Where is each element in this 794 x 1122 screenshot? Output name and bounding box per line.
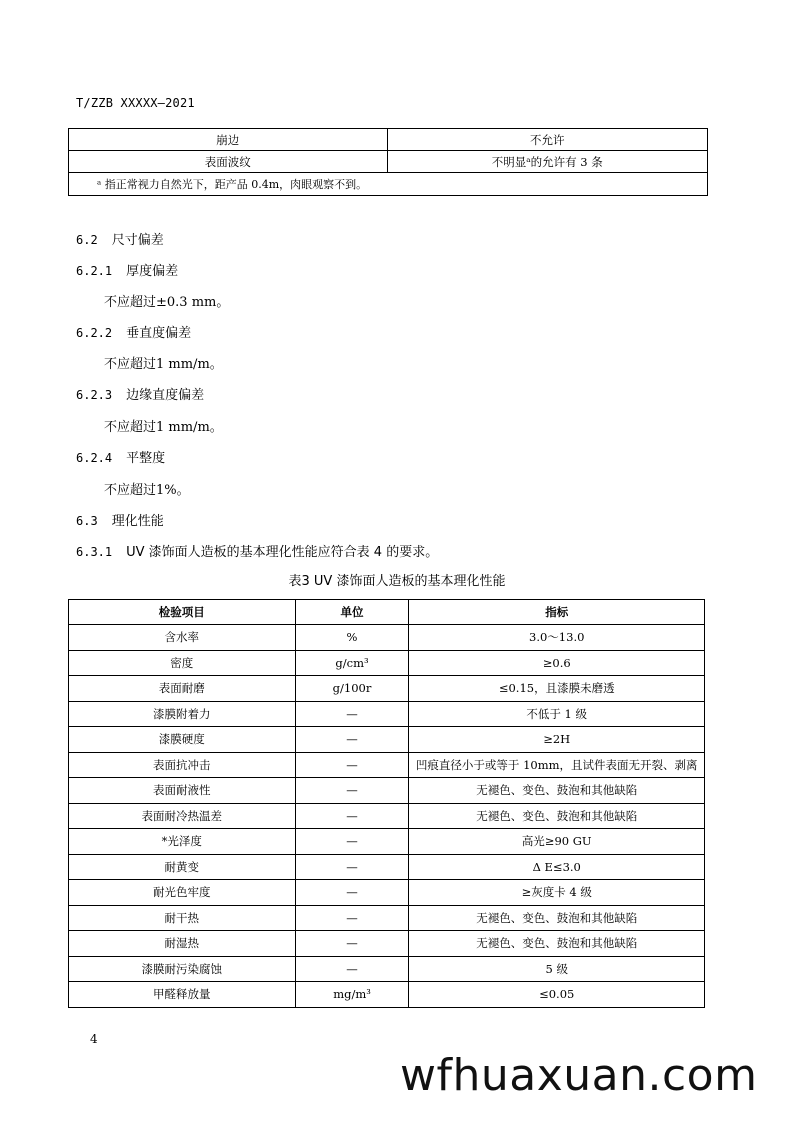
table-cell: 漆膜附着力 <box>69 701 296 727</box>
table-cell: 无褪色、变色、鼓泡和其他缺陷 <box>409 905 705 931</box>
table-cell: 漆膜硬度 <box>69 727 296 753</box>
table3-caption: 表3 UV 漆饰面人造板的基本理化性能 <box>288 574 506 589</box>
table-cell: 不低于 1 级 <box>409 701 705 727</box>
table-cell: — <box>295 956 409 982</box>
table-row <box>69 880 705 906</box>
table-row <box>69 625 705 651</box>
table-row <box>69 854 705 880</box>
column-header-spec: 指标 <box>409 600 705 625</box>
table-row <box>69 676 705 702</box>
table-cell: ≥灰度卡 4 级 <box>409 880 705 906</box>
column-header-item: 检验项目 <box>69 600 296 625</box>
table-row <box>69 650 705 676</box>
table-row <box>69 803 705 829</box>
section-text-6-2-2: 不应超过1 mm/m。 <box>104 357 223 372</box>
table-cell: % <box>295 625 409 651</box>
table-cell: 表面耐磨 <box>69 676 296 702</box>
section-heading-6-2-2: 6.2.2 垂直度偏差 <box>76 326 192 341</box>
table-cell: 密度 <box>69 650 296 676</box>
table-cell: ≤0.05 <box>409 982 705 1008</box>
section-heading-6-2-4: 6.2.4 平整度 <box>76 451 166 466</box>
table-cell: 漆膜耐污染腐蚀 <box>69 956 296 982</box>
table-cell: — <box>295 701 409 727</box>
table-cell: — <box>295 854 409 880</box>
section-heading-6-2: 6.2 尺寸偏差 <box>76 233 164 248</box>
table-cell: — <box>295 727 409 753</box>
table-row <box>69 931 705 957</box>
properties-table <box>68 599 705 1008</box>
table-cell: 表面波纹 <box>69 151 388 173</box>
table-cell: 5 级 <box>409 956 705 982</box>
table-cell: 耐黄变 <box>69 854 296 880</box>
page-number: 4 <box>90 1032 98 1046</box>
table-header-row <box>69 600 705 625</box>
table-cell: — <box>295 880 409 906</box>
table-cell: — <box>295 803 409 829</box>
table-cell: — <box>295 931 409 957</box>
table-cell: — <box>295 752 409 778</box>
table-cell: 高光≥90 GU <box>409 829 705 855</box>
table-cell: 无褪色、变色、鼓泡和其他缺陷 <box>409 931 705 957</box>
table-row <box>69 905 705 931</box>
table-cell: 耐光色牢度 <box>69 880 296 906</box>
table-row <box>69 982 705 1008</box>
table-cell: 表面耐冷热温差 <box>69 803 296 829</box>
table-cell: g/cm³ <box>295 650 409 676</box>
section-heading-6-3: 6.3 理化性能 <box>76 514 164 529</box>
table-cell: 含水率 <box>69 625 296 651</box>
table-cell: — <box>295 829 409 855</box>
table-cell: — <box>295 778 409 804</box>
table-row <box>69 701 705 727</box>
table-cell: ≤0.15，且漆膜未磨透 <box>409 676 705 702</box>
table-cell: g/100r <box>295 676 409 702</box>
table-cell: 表面耐液性 <box>69 778 296 804</box>
table-cell: 不允许 <box>387 129 708 151</box>
section-text-6-2-3: 不应超过1 mm/m。 <box>104 420 223 435</box>
table-cell: — <box>295 905 409 931</box>
table-cell: 3.0～13.0 <box>409 625 705 651</box>
table-cell: mg/m³ <box>295 982 409 1008</box>
table-cell: 耐湿热 <box>69 931 296 957</box>
table-row <box>69 778 705 804</box>
table-cell: 表面抗冲击 <box>69 752 296 778</box>
table-row <box>69 727 705 753</box>
table-cell: 不明显ᵃ的允许有 3 条 <box>387 151 708 173</box>
table-cell: ≥2H <box>409 727 705 753</box>
table-cell: ≥0.6 <box>409 650 705 676</box>
table-row <box>69 129 708 151</box>
section-heading-6-2-1: 6.2.1 厚度偏差 <box>76 264 179 279</box>
table-row <box>69 829 705 855</box>
section-text-6-2-4: 不应超过1%。 <box>104 483 190 498</box>
table-cell: 崩边 <box>69 129 388 151</box>
table-cell: 无褪色、变色、鼓泡和其他缺陷 <box>409 803 705 829</box>
table-cell: Δ E≤3.0 <box>409 854 705 880</box>
section-text-6-2-1: 不应超过±0.3 mm。 <box>104 295 230 310</box>
table-row <box>69 956 705 982</box>
table-cell: 无褪色、变色、鼓泡和其他缺陷 <box>409 778 705 804</box>
table-row <box>69 173 708 196</box>
table-cell: *光泽度 <box>69 829 296 855</box>
table-cell: 甲醛释放量 <box>69 982 296 1008</box>
top-table <box>68 128 708 196</box>
section-heading-6-3-1: 6.3.1 UV 漆饰面人造板的基本理化性能应符合表 4 的要求。 <box>76 545 439 560</box>
table-cell: 耐干热 <box>69 905 296 931</box>
section-heading-6-2-3: 6.2.3 边缘直度偏差 <box>76 388 205 403</box>
table-cell: 凹痕直径小于或等于 10mm，且试件表面无开裂、剥离 <box>409 752 705 778</box>
properties-table-body <box>69 625 705 1008</box>
document-header: T/ZZB XXXXX—2021 <box>76 96 195 110</box>
table-note: ᵃ 指正常视力自然光下，距产品 0.4m，肉眼观察不到。 <box>69 173 708 196</box>
table-row <box>69 151 708 173</box>
watermark: wfhuaxuan.com <box>400 1050 758 1101</box>
column-header-unit: 单位 <box>295 600 409 625</box>
table-row <box>69 752 705 778</box>
